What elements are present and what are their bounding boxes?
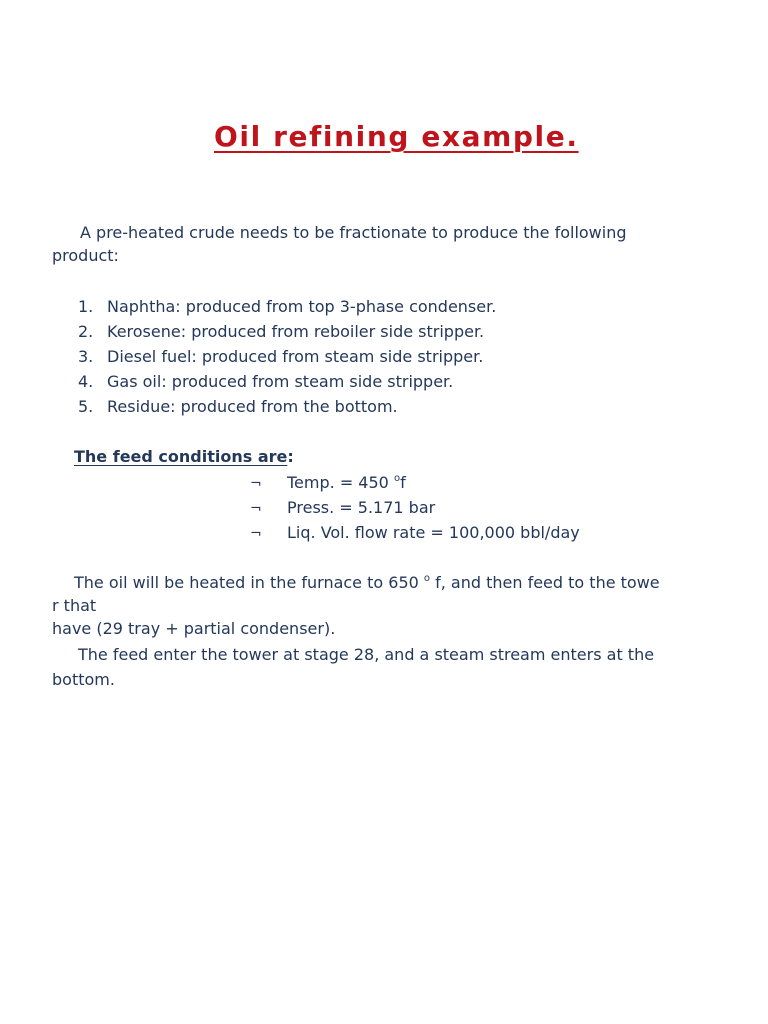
not-sign-bullet-icon: ¬ — [250, 476, 262, 492]
intro-text-line-1: A pre-heated crude needs to be fractionate to produce the following — [80, 223, 627, 242]
list-item — [250, 520, 580, 545]
feed-stage-text-line-2: bottom. — [52, 670, 115, 689]
list-number: 3. — [78, 347, 94, 366]
list-item — [78, 369, 496, 394]
condition-text: Liq. Vol. flow rate = 100,000 bbl/day — [287, 523, 580, 542]
list-number: 2. — [78, 322, 94, 341]
list-item-text: Diesel fuel: produced from steam side stripper. — [107, 347, 484, 366]
page-title: Oil refining example. — [214, 120, 579, 153]
condition-text: Temp. = 450 — [287, 473, 394, 492]
heating-text-line-3: have (29 tray + partial condenser). — [52, 619, 336, 638]
condition-unit: f — [400, 473, 406, 492]
list-item-text: Residue: produced from the bottom. — [107, 397, 398, 416]
list-number: 4. — [78, 372, 94, 391]
product-list — [78, 294, 496, 419]
feed-heading-text: The feed conditions are — [74, 447, 288, 466]
list-item-text: Gas oil: produced from steam side stripper. — [107, 372, 454, 391]
feed-conditions-list — [250, 470, 580, 545]
condition-text: Press. = 5.171 bar — [287, 498, 436, 517]
list-number: 5. — [78, 397, 94, 416]
list-item-text: Kerosene: produced from reboiler side stripper. — [107, 322, 485, 341]
list-item — [78, 394, 496, 419]
list-item — [78, 319, 496, 344]
list-item — [78, 344, 496, 369]
list-item — [78, 294, 496, 319]
list-item — [250, 495, 580, 520]
heating-text-part: The oil will be heated in the furnace to 650 — [74, 573, 424, 592]
heating-text-line-1 — [74, 572, 754, 594]
heating-text-part: f, and then feed to the towe — [430, 573, 660, 592]
feed-heading-colon: : — [287, 447, 294, 466]
not-sign-bullet-icon: ¬ — [250, 526, 262, 542]
feed-stage-text-line-1: The feed enter the tower at stage 28, and a steam stream enters at the — [78, 645, 655, 664]
list-number: 1. — [78, 297, 94, 316]
degree-superscript: o — [423, 573, 431, 584]
intro-text-line-2: product: — [52, 246, 119, 265]
degree-superscript: o — [393, 473, 401, 484]
feed-conditions-heading — [74, 446, 294, 468]
list-item — [250, 470, 580, 495]
not-sign-bullet-icon: ¬ — [250, 501, 262, 517]
heating-text-line-2: r that — [52, 596, 97, 615]
list-item-text: Naphtha: produced from top 3-phase condenser. — [107, 297, 497, 316]
